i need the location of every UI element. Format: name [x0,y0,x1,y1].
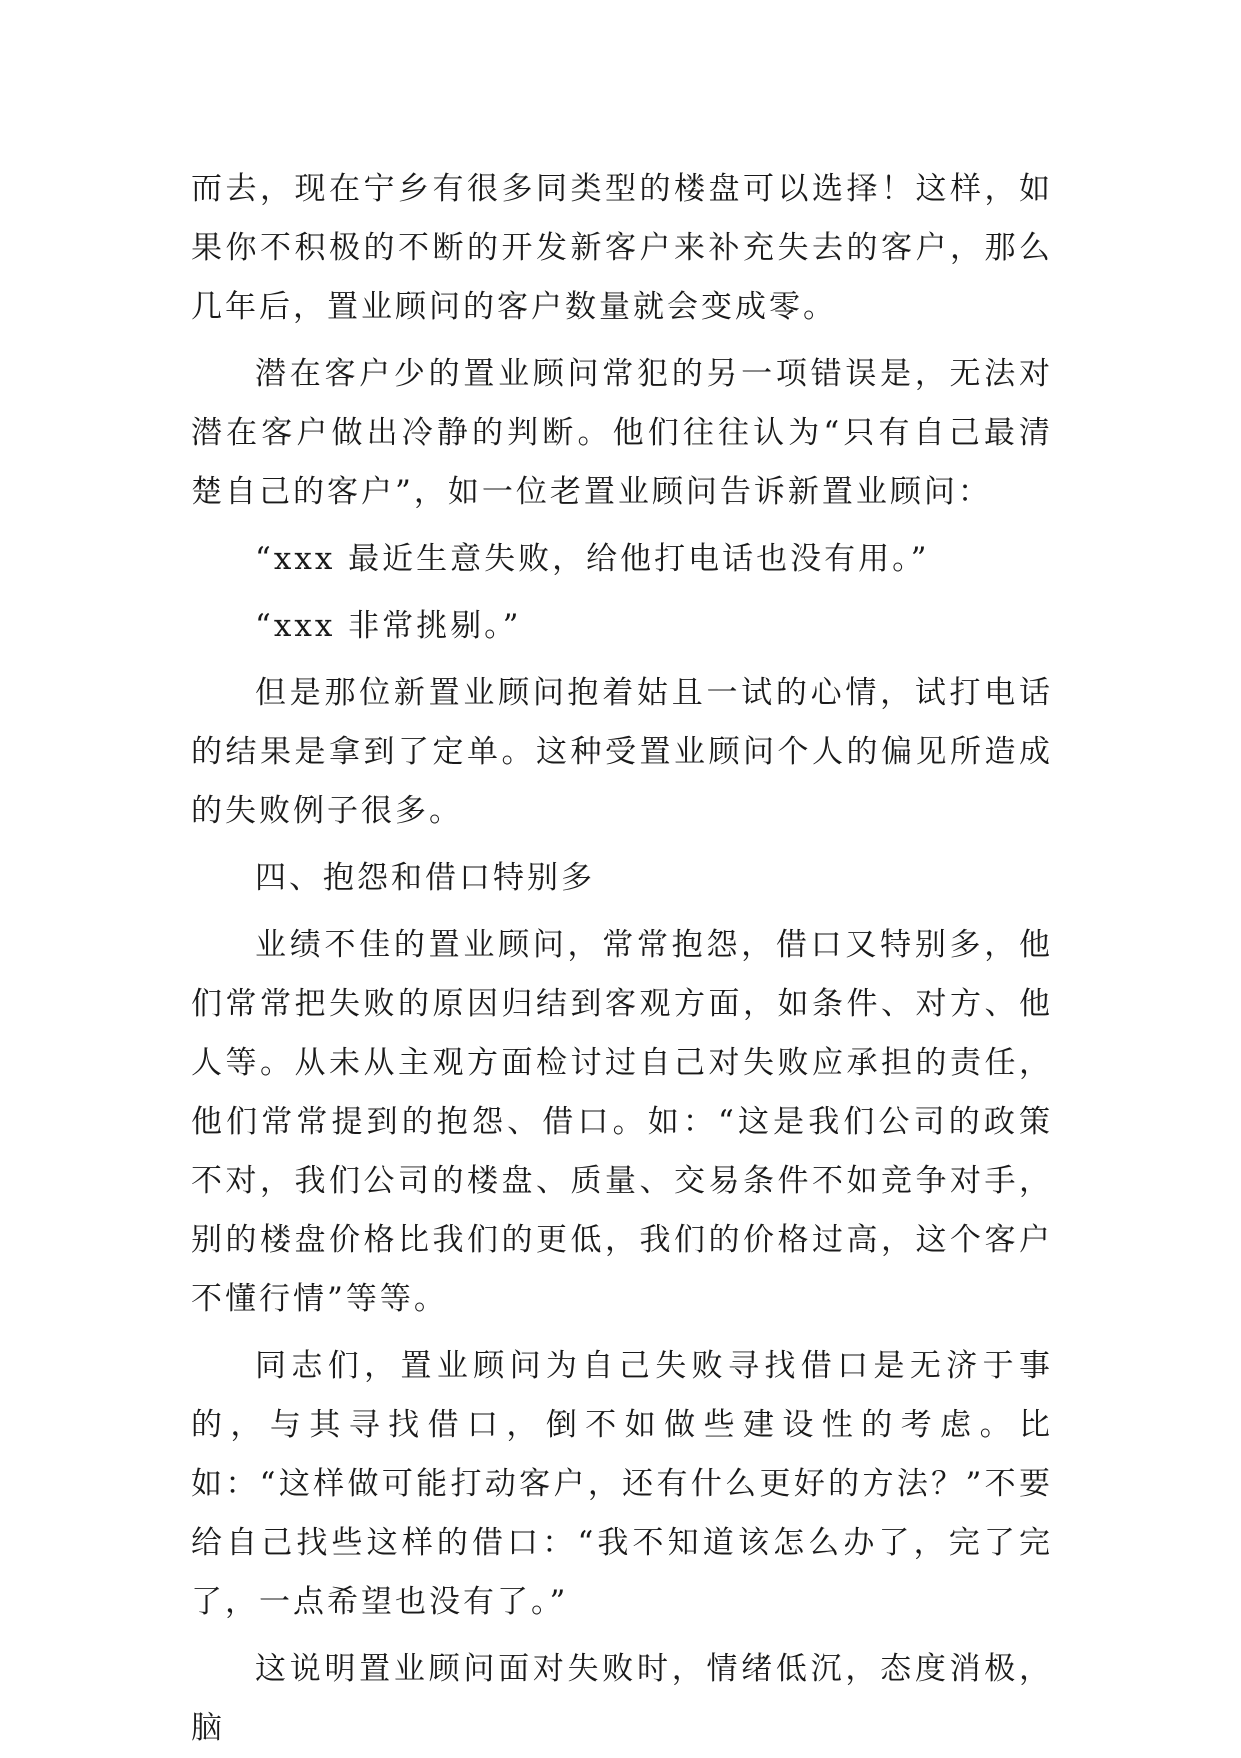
document-body [191,160,1053,1758]
paragraph-3-quote: “xxx 最近生意失败，给他打电话也没有用。” [255,541,930,577]
paragraph-2: 潜在客户少的置业顾问常犯的另一项错误是，无法对潜在客户做出冷静的判断。他们往往认为“只有自己最清楚自己的客户”，如一位老置业顾问告诉新置业顾问： [191,356,1053,510]
section-heading: 四、抱怨和借口特别多 [255,860,595,896]
paragraph-9: 这说明置业顾问面对失败时，情绪低沉，态度消极，脑 [191,1651,1053,1746]
paragraph-5: 但是那位新置业顾问抱着姑且一试的心情，试打电话的结果是拿到了定单。这种受置业顾问个人的偏见所造成的失败例子很多。 [191,675,1053,829]
paragraph-4-quote: “xxx 非常挑剔。” [255,608,522,644]
paragraph-7: 业绩不佳的置业顾问，常常抱怨，借口又特别多，他们常常把失败的原因归结到客观方面，如条件、对方、他人等。从未从主观方面检讨过自己对失败应承担的责任，他们常常提到的抱怨、借口。如：“这是我们公司的政策不对，我们公司的楼盘、质量、交易条件不如竞争对手，别的楼盘价格比我们的更低，我们的价格过高，这个客户不懂行情”等等。 [191,927,1053,1317]
paragraph-1: 而去，现在宁乡有很多同类型的楼盘可以选择！这样，如果你不积极的不断的开发新客户来补充失去的客户，那么几年后，置业顾问的客户数量就会变成零。 [191,171,1053,325]
paragraph-8: 同志们，置业顾问为自己失败寻找借口是无济于事的，与其寻找借口，倒不如做些建设性的考虑。比如：“这样做可能打动客户，还有什么更好的方法？”不要给自己找些这样的借口：“我不知道该怎么办了，完了完了，一点希望也没有了。” [191,1348,1053,1620]
